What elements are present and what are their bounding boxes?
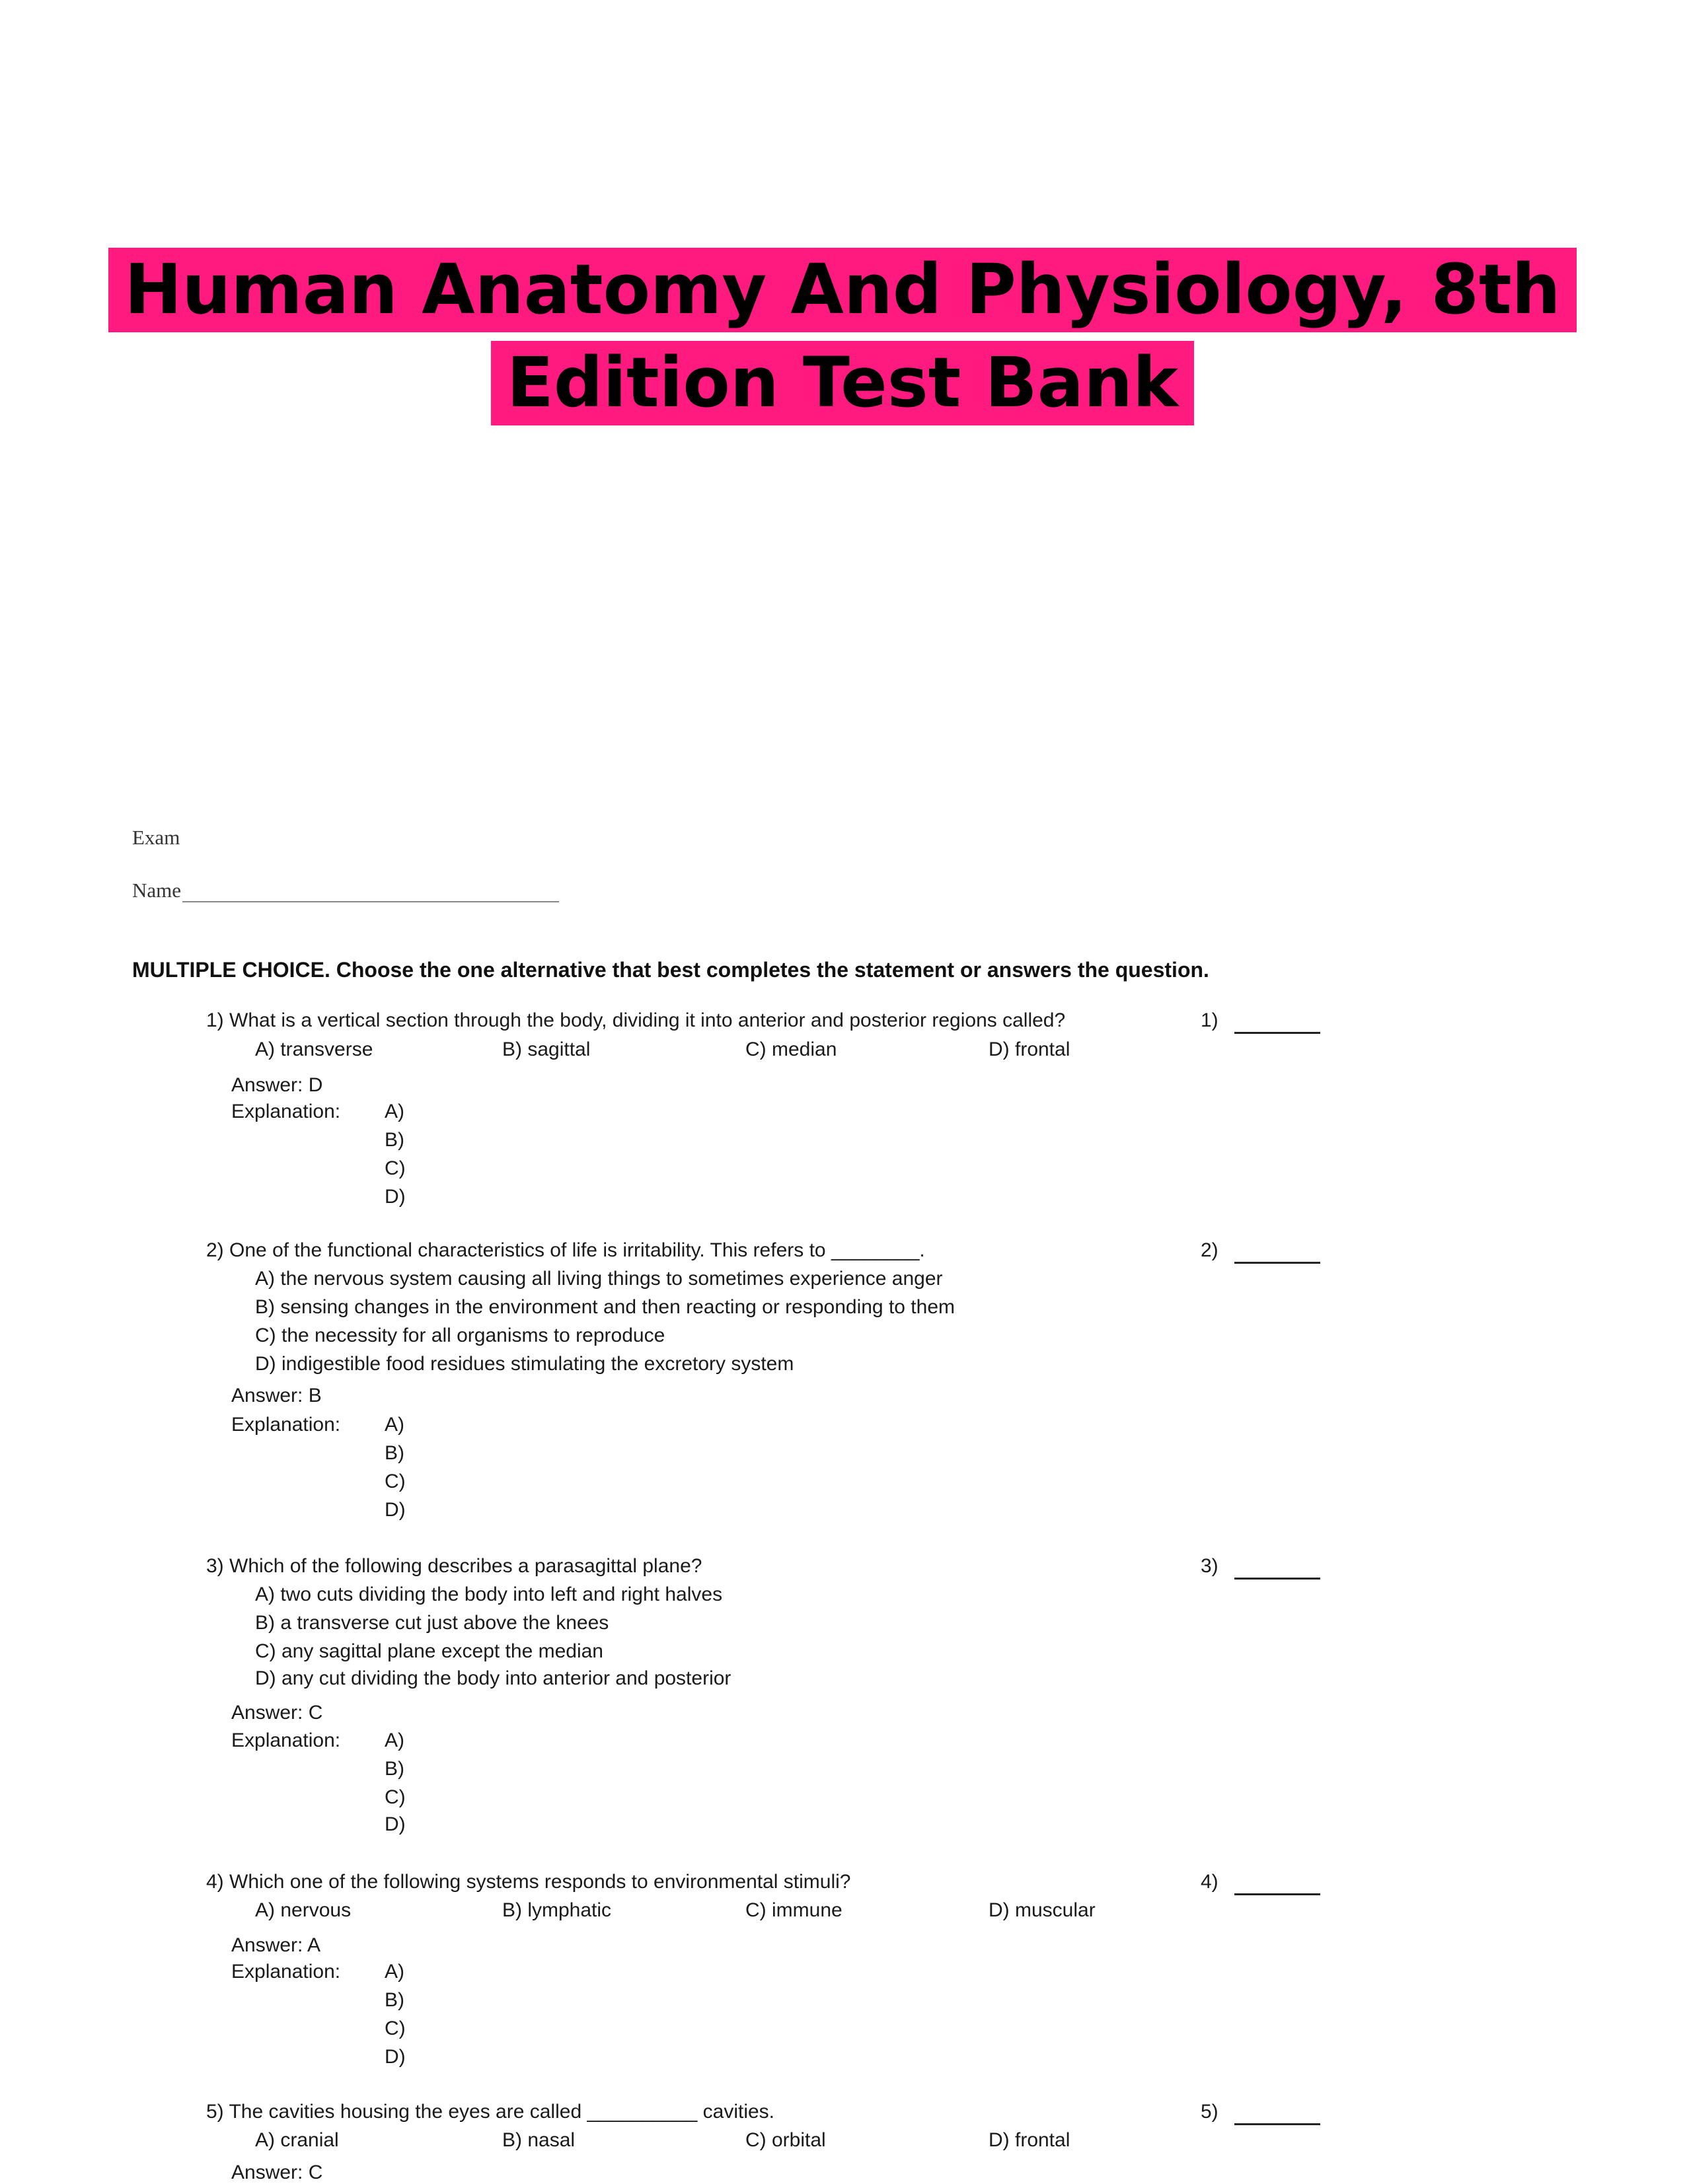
- question-2-text: 2) One of the functional characteristics of life is irritability. This refers to ________.: [206, 1239, 925, 1261]
- option: C) immune: [745, 1899, 842, 1921]
- answer-text: Answer: A: [231, 1934, 321, 1956]
- option: A) two cuts dividing the body into left and right halves: [255, 1583, 723, 1605]
- option: B) sagittal: [502, 1038, 591, 1060]
- answer-blank-2[interactable]: [1234, 1262, 1320, 1264]
- option: D) frontal: [989, 2129, 1070, 2151]
- document-title: [0, 243, 1685, 429]
- question-1-text: 1) What is a vertical section through the body, dividing it into anterior and posterior regions called?: [206, 1009, 1066, 1031]
- answer-blank-1[interactable]: [1234, 1032, 1320, 1034]
- option: D) any cut dividing the body into anterior and posterior: [255, 1667, 731, 1689]
- question-2-margin-number: 2): [1201, 1239, 1218, 1261]
- explanation-letter: C): [385, 1471, 406, 1492]
- answer-text: Answer: D: [231, 1074, 323, 1096]
- option: A) transverse: [255, 1038, 373, 1060]
- option: B) nasal: [502, 2129, 576, 2151]
- answer-blank-3[interactable]: [1234, 1578, 1320, 1580]
- explanation-letter: C): [385, 2018, 406, 2039]
- answer-text: Answer: B: [231, 1385, 322, 1406]
- answer-blank-5[interactable]: [1234, 2123, 1320, 2125]
- option: A) nervous: [255, 1899, 352, 1921]
- question-5-margin-number: 5): [1201, 2101, 1218, 2123]
- instructions: MULTIPLE CHOICE. Choose the one alternative that best completes the statement or answers the question.: [132, 958, 1209, 982]
- explanation-label: Explanation:: [231, 1961, 341, 1983]
- question-4-margin-number: 4): [1201, 1871, 1218, 1893]
- explanation-letter: B): [385, 1442, 404, 1464]
- exam-label: Exam: [132, 826, 180, 849]
- question-3-text: 3) Which of the following describes a parasagittal plane?: [206, 1555, 702, 1577]
- explanation-letter: C): [385, 1157, 406, 1179]
- explanation-letter: B): [385, 1758, 404, 1780]
- name-field-row: [132, 879, 559, 902]
- explanation-letter: A): [385, 1729, 404, 1751]
- explanation-label: Explanation:: [231, 1101, 341, 1122]
- option: A) the nervous system causing all living things to sometimes experience anger: [255, 1268, 943, 1290]
- question-5-text: 5) The cavities housing the eyes are called __________ cavities.: [206, 2101, 775, 2123]
- explanation-label: Explanation:: [231, 1414, 341, 1436]
- answer-blank-4[interactable]: [1234, 1893, 1320, 1895]
- title-line-2: Edition Test Bank: [0, 336, 1685, 429]
- name-label: Name: [132, 879, 182, 902]
- explanation-letter: A): [385, 1961, 404, 1983]
- option: D) muscular: [989, 1899, 1096, 1921]
- explanation-label: Explanation:: [231, 1729, 341, 1751]
- question-4-text: 4) Which one of the following systems responds to environmental stimuli?: [206, 1871, 851, 1893]
- option: D) frontal: [989, 1038, 1070, 1060]
- question-3-margin-number: 3): [1201, 1555, 1218, 1577]
- option: B) sensing changes in the environment and then reacting or responding to them: [255, 1296, 955, 1318]
- option: A) cranial: [255, 2129, 339, 2151]
- answer-text: Answer: C: [231, 2162, 323, 2183]
- explanation-letter: D): [385, 1813, 406, 1835]
- explanation-letter: D): [385, 1499, 406, 1521]
- option: B) a transverse cut just above the knees: [255, 1612, 609, 1634]
- option: C) the necessity for all organisms to reproduce: [255, 1325, 665, 1346]
- option: B) lymphatic: [502, 1899, 612, 1921]
- explanation-letter: B): [385, 1129, 404, 1151]
- explanation-letter: C): [385, 1786, 406, 1808]
- question-1-margin-number: 1): [1201, 1009, 1218, 1031]
- explanation-letter: B): [385, 1989, 404, 2011]
- explanation-letter: A): [385, 1101, 404, 1122]
- option: C) median: [745, 1038, 837, 1060]
- explanation-letter: D): [385, 2046, 406, 2068]
- name-blank-line[interactable]: [182, 881, 559, 902]
- explanation-letter: D): [385, 1186, 406, 1208]
- option: C) orbital: [745, 2129, 826, 2151]
- option: D) indigestible food residues stimulating the excretory system: [255, 1353, 794, 1375]
- answer-text: Answer: C: [231, 1702, 323, 1724]
- option: C) any sagittal plane except the median: [255, 1640, 603, 1662]
- explanation-letter: A): [385, 1414, 404, 1436]
- title-line-1: Human Anatomy And Physiology, 8th: [0, 243, 1685, 336]
